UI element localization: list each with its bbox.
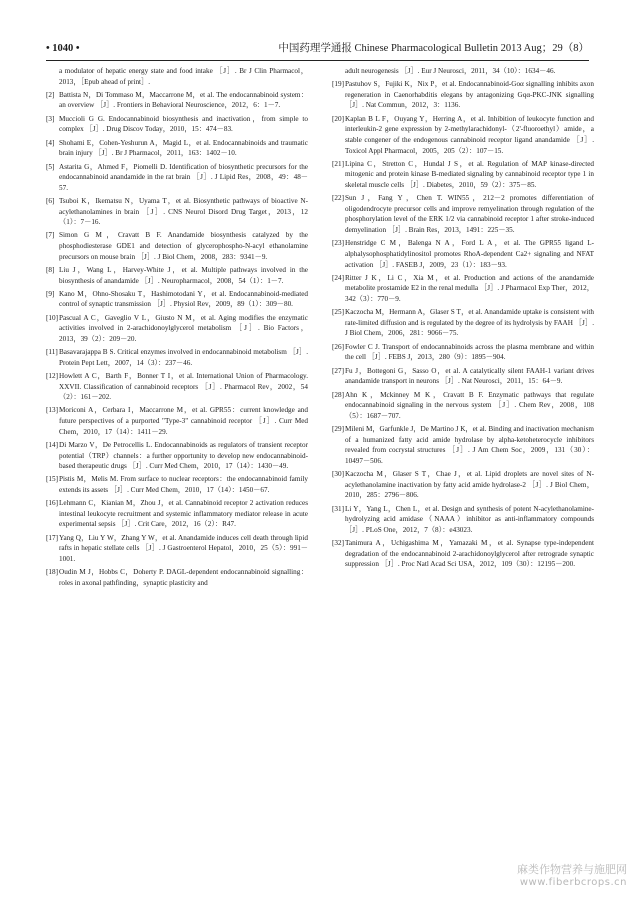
reference-number: [ 16 ] <box>46 498 58 509</box>
reference-item <box>332 273 594 305</box>
reference-item <box>46 66 308 87</box>
reference-number: [ 30 ] <box>332 469 344 480</box>
reference-text: Pastuhov S，Fujiki K，Nix P，et al. Endocannabinoid-Goα signalling inhibits axon regeneration in Caenorhabditis elegans by antagonizing Gqα-PKC-JNK signalling ［J］. Nat Commun，2012，3：1136. <box>345 80 594 110</box>
reference-item <box>332 238 594 270</box>
reference-text: Pistis M，Melis M. From surface to nuclear receptors：the endocannabinoid family extends its assets ［J］. Curr Med Chem，2010，17（14）：1450－67. <box>59 475 308 494</box>
reference-item <box>46 567 308 588</box>
reference-text: Simon G M，Cravatt B F. Anandamide biosynthesis catalyzed by the phosphodiesterase GDE1 and detection of glycerophospho-N-acyl ethanolamine precursors on mouse brain ［J］. J Biol Chem，2008，283：9341－9. <box>59 231 308 261</box>
reference-item <box>46 440 308 472</box>
reference-text: Howlett A C，Barth F，Bonner T I，et al. International Union of Pharmacology. XXVII. Classification of cannabinoid receptors ［J］. Pharmacol Rev，2002，54（2）：161－202. <box>59 372 308 402</box>
reference-item <box>332 66 594 77</box>
header-divider <box>46 60 589 61</box>
reference-item <box>332 390 594 422</box>
reference-text: Pascual A C，Gaveglio V L，Giusto N M，et al. Aging modifies the enzymatic activities involved in 2-arachidonoylglycerol metabolism ［J］. Bio Factors，2013，39（2）：209－20. <box>59 313 308 343</box>
reference-text: Kaczocha M，Glaser S T，Chae J，et al. Lipid droplets are novel sites of N-acylethanolamine inactivation by fatty acid amide hydrolase-2 ［J］. J Biol Chem，2010，285：2796－806. <box>345 470 594 500</box>
reference-number: [ 18 ] <box>46 567 58 578</box>
reference-item <box>46 474 308 495</box>
reference-number: [ 22 ] <box>332 193 344 204</box>
watermark-url: www.fiberbcrops.cn <box>519 877 627 888</box>
left-column <box>46 66 308 591</box>
reference-item <box>46 313 308 345</box>
reference-number: [ 26 ] <box>332 342 344 353</box>
reference-item <box>46 265 308 286</box>
reference-number: [ 23 ] <box>332 238 344 249</box>
reference-number: [ 3 ] <box>46 114 54 125</box>
reference-item <box>332 79 594 111</box>
reference-text: Kaplan B L F，Ouyang Y，Herring A，et al. Inhibition of leukocyte function and interleukin-2 gene expression by 2-methylarachidonyl-（2'-fluoroethyl）amide，a stable congener of the endogenous cannabinoid receptor ligand anandamide ［J］. Toxicol Appl Pharmacol，2005，205（2）：107－15. <box>345 114 594 155</box>
reference-text: Ahn K，Mckinney M K，Cravatt B F. Enzymatic pathways that regulate endocannabinoid signaling in the nervous system ［J］. Chem Rev，2008，108（5）：1687－707. <box>345 390 594 420</box>
reference-item <box>332 342 594 363</box>
reference-item <box>332 114 594 156</box>
reference-text: Shohami E，Cohen-Yeshurun A，Magid L，et al. Endocannabinoids and traumatic brain injury ［J］. Br J Pharmacol，2011，163：1402－10. <box>59 138 308 158</box>
reference-text: Fowler C J. Transport of endocannabinoids across the plasma membrane and within the cell ［J］. FEBS J，2013，280（9）：1895－904. <box>345 342 594 362</box>
watermark-name: 麻类作物营养与施肥网 <box>517 863 627 876</box>
reference-text: Henstridge C M，Balenga N A，Ford L A，et al. The GPR55 ligand L-alphalysophosphatidylinositol promotes RhoA-dependent Ca2+ signaling and NFAT activation ［J］. FASEB J，2009，23（1）：183－93. <box>345 239 594 269</box>
reference-item <box>46 162 308 194</box>
reference-text: Kaczocha M，Hermann A，Glaser S T，et al. Anandamide uptake is consistent with rate-limited diffusion and is regulated by the degree of its hydrolysis by FAAH ［J］. J Biol Chem，2006，281：9066－75. <box>345 308 594 338</box>
reference-number: [ 10 ] <box>46 313 58 324</box>
reference-number: [ 2 ] <box>46 90 54 101</box>
reference-text: a modulator of hepatic energy state and food intake ［J］. Br J Clin Pharmacol，2013，［Epub ahead of print］. <box>59 67 308 86</box>
reference-number: [ 8 ] <box>46 265 54 276</box>
page-header <box>46 40 589 58</box>
reference-text: Fu J，Bottegoni G，Sasso O，et al. A catalytically silent FAAH-1 variant drives anandamide transport in neurons ［J］. Nat Neurosci，2011，15：64－9. <box>345 366 594 386</box>
reference-text: Yang Q，Liu Y W，Zhang Y W，et al. Anandamide induces cell death through lipid rafts in hepatic stellate cells ［J］. J Gastroenterol Hepatol，2010，25（5）：991－1001. <box>59 533 308 563</box>
reference-text: Li Y，Yang L，Chen L，et al. Design and synthesis of potent N-acylethanolamine-hydrolyzing acid amidase（NAAA）inhibitor as anti-inflammatory compounds ［J］. PLoS One，2012，7（8）：e43023. <box>345 504 594 534</box>
reference-item <box>46 230 308 262</box>
reference-number: [ 13 ] <box>46 405 58 416</box>
reference-text: Lehmann C，Kianian M，Zhou J，et al. Cannabinoid receptor 2 activation reduces intestinal leukocyte recruitment and systemic inflammatory mediator release in acute experimental sepsis ［J］. Crit Care，2012，16（2）：R47. <box>59 499 308 529</box>
reference-text: adult neurogenesis ［J］. Eur J Neurosci，2011，34（10）：1634－46. <box>345 67 556 75</box>
reference-number: [ 6 ] <box>46 196 54 207</box>
reference-text: Oudin M J，Hobbs C，Doherty P. DAGL-dependent endocannabinoid signalling：roles in axonal pathfinding，synaptic plasticity and <box>59 568 308 587</box>
reference-item <box>46 371 308 403</box>
reference-number: [ 27 ] <box>332 366 344 377</box>
reference-number: [ 24 ] <box>332 273 344 284</box>
reference-item <box>332 424 594 466</box>
reference-text: Sun J，Fang Y，Chen T. WIN55，212－2 promotes differentiation of oligodendrocyte precursor cells and improve remyelination through regulation of the phosphorylation level of the ERK 1/2 via cannabinoid receptor 1 after stroke-induced demyelination ［J］. Brain Res，2013，1491：225－35. <box>345 194 594 235</box>
reference-text: Kano M，Ohno-Shosaku T，Hashimotodani Y，et al. Endocannabinoid-mediated control of synaptic transmission ［J］. Physiol Rev，2009，89（1）：309－80. <box>59 289 308 309</box>
reference-item <box>46 114 308 135</box>
reference-item <box>46 498 308 530</box>
page-number: • 1040 • <box>46 43 80 54</box>
reference-number: [ 9 ] <box>46 289 54 300</box>
reference-item <box>332 469 594 501</box>
reference-text: Tanimura A，Uchigashima M，Yamazaki M，et al. Synapse type-independent degradation of the endocannabinoid 2-arachidonoylglycerol after retrograde synaptic suppression ［J］. Proc Natl Acad Sci USA，2012，109（30）：12195－200. <box>345 538 594 569</box>
reference-item <box>46 533 308 565</box>
reference-item <box>46 90 308 111</box>
reference-number: [ 15 ] <box>46 474 58 485</box>
reference-number: [ 11 ] <box>46 347 58 358</box>
reference-text: Astarita G，Ahmed F，Piomelli D. Identification of biosynthetic precursors for the endocannabinoid anandamide in the rat brain ［J］. J Lipid Res，2008，49：48－57. <box>59 162 308 192</box>
reference-number: [ 29 ] <box>332 424 344 435</box>
reference-number: [ 28 ] <box>332 390 344 401</box>
reference-text: Liu J，Wang L，Harvey-White J，et al. Multiple pathways involved in the biosynthesis of anandamide ［J］. Neuropharmacol，2008，54（1）：1－7. <box>59 265 308 285</box>
reference-text: Battista N，Di Tommaso M，Maccarrone M，et al. The endocannabinoid system：an overview ［J］. Frontiers in Behavioral Neuroscience，2012，6：1－7. <box>59 90 308 110</box>
reference-item <box>332 538 594 570</box>
reference-number: [ 4 ] <box>46 138 54 149</box>
reference-number: [ 21 ] <box>332 159 344 170</box>
reference-item <box>46 347 308 368</box>
reference-number: [ 17 ] <box>46 533 58 544</box>
reference-number: [ 31 ] <box>332 504 344 515</box>
reference-text: Muccioli G G. Endocannabinoid biosynthesis and inactivation，from simple to complex ［J］. Drug Discov Today，2010，15：474－83. <box>59 114 308 134</box>
reference-number: [ 14 ] <box>46 440 58 451</box>
reference-number: [ 5 ] <box>46 162 54 173</box>
reference-text: Basavarajappa B S. Critical enzymes involved in endocannabinoid metabolism ［J］. Protein Pept Lett，2007，14（3）：237－46. <box>59 348 308 367</box>
reference-number: [ 25 ] <box>332 307 344 318</box>
reference-number: [ 19 ] <box>332 79 344 90</box>
reference-item <box>46 289 308 310</box>
reference-text: Mileni M，Garfunkle J，De Martino J K，et al. Binding and inactivation mechanism of a humanized fatty acid amide hydrolase by alpha-ketoheterocycle inhibitors revealed from cocrystal structures ［J］. J Am Chem Soc，2009，131（30）：10497－506. <box>345 424 594 465</box>
reference-number: [ 32 ] <box>332 538 344 549</box>
reference-text: Moriconi A，Cerbara I，Maccarrone M，et al. GPR55：current knowledge and future perspectives of a purported "Type-3" cannabinoid receptor ［J］. Curr Med Chem，2010，17（14）：1411－29. <box>59 406 308 436</box>
reference-item <box>46 196 308 228</box>
reference-item <box>332 193 594 235</box>
reference-item <box>332 504 594 536</box>
reference-item <box>46 405 308 437</box>
reference-text: Lipina C，Stretton C，Hundal J S，et al. Regulation of MAP kinase-directed mitogenic and protein kinase B-mediated signaling by cannabinoid receptor type 1 in skeletal muscle cells ［J］. Diabetes，2010，59（2）：375－85. <box>345 159 594 189</box>
references-body <box>46 66 594 859</box>
reference-number: [ 7 ] <box>46 230 54 241</box>
journal-title: 中国药理学通报 Chinese Pharmacological Bulletin 2013 Aug；29（8） <box>278 43 589 54</box>
right-column <box>332 66 594 572</box>
reference-item <box>332 366 594 387</box>
reference-item <box>332 159 594 191</box>
reference-text: Tsuboi K，Ikematsu N，Uyama T，et al. Biosynthetic pathways of bioactive N-acylethanolamines in brain ［J］. CNS Neurol Disord Drug Target，2013，12（1）：7－16. <box>59 196 308 227</box>
reference-text: Di Marzo V，De Petrocellis L. Endocannabinoids as regulators of transient receptor potential（TRP）channels：a further opportunity to develop new endocannabinoid-based therapeutic drugs ［J］. Curr Med Chem，2010，17（14）：1430－49. <box>59 440 308 471</box>
reference-text: Ritter J K，Li C，Xia M，et al. Production and actions of the anandamide metabolite prostamide E2 in the renal medulla ［J］. J Pharmacol Exp Ther，2012，342（3）：770－9. <box>345 273 594 303</box>
reference-number: [ 12 ] <box>46 371 58 382</box>
site-watermark <box>517 863 627 889</box>
reference-item <box>332 307 594 339</box>
reference-item <box>46 138 308 159</box>
reference-number: [ 20 ] <box>332 114 344 125</box>
